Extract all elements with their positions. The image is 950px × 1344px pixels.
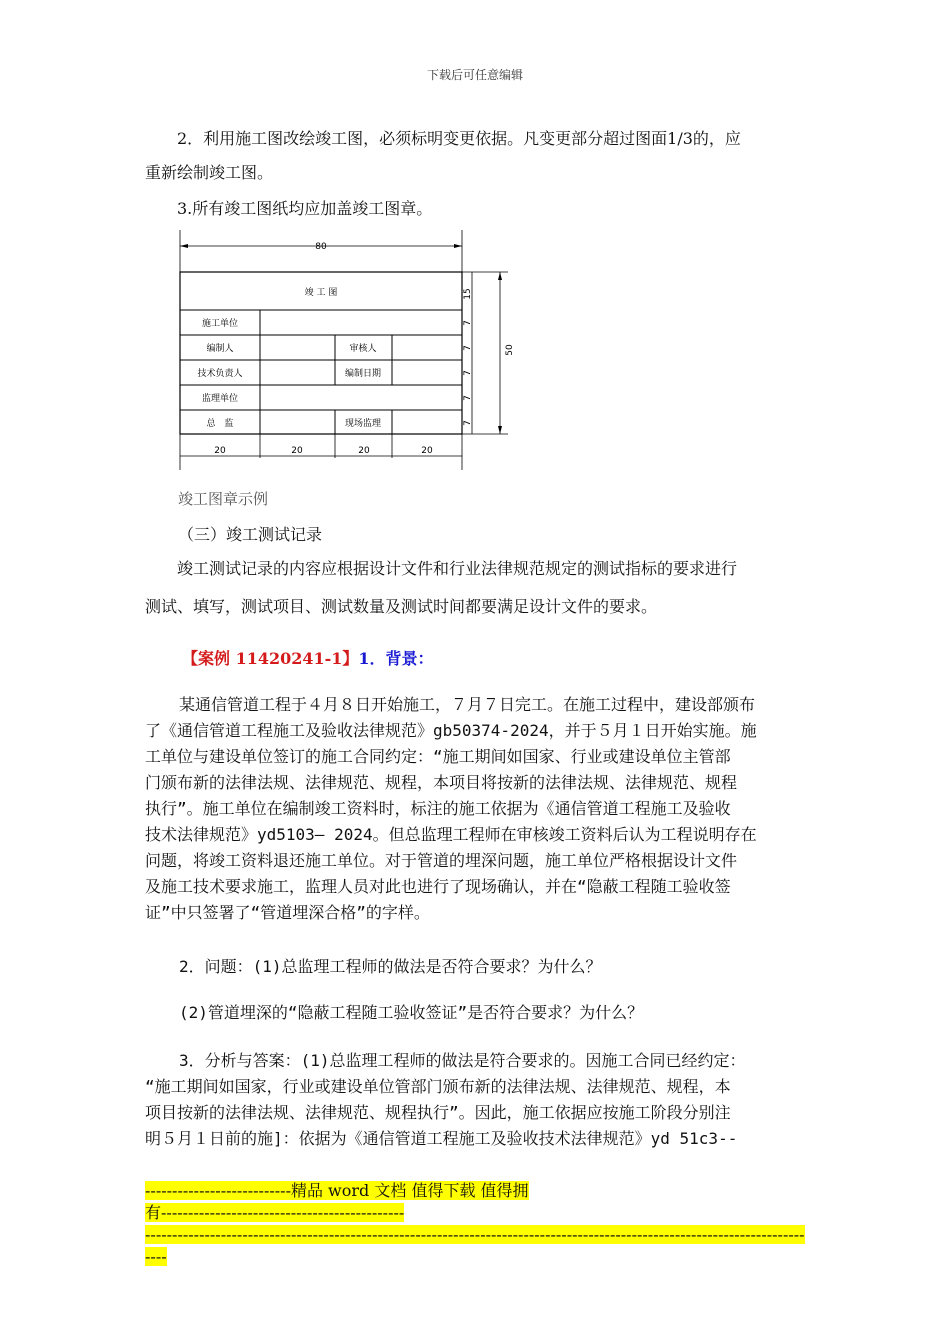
stamp-title: 竣 工 图 <box>304 288 338 298</box>
dim-row-4: 7 <box>463 395 473 401</box>
answer-line: “施工期间如国家，行业或建设单位管部门颁布新的法律法规、法律规范、规程，本 <box>145 1077 731 1096</box>
background-line: 某通信管道工程于４月８日开始施工，７月７日完工。在施工过程中，建设部颁布 <box>179 695 756 714</box>
footer-banner <box>145 1180 805 1268</box>
case-label: 【案例 11420241-1】 <box>182 649 359 668</box>
background-line: 了《通信管道工程施工及验收法律规范》gb50374-2024，并于５月１日开始实施。施 <box>145 721 757 740</box>
background-paragraph <box>145 692 805 926</box>
row-label-compiler: 编制人 <box>206 344 234 354</box>
answer-paragraph <box>145 1048 805 1152</box>
dim-bottom-4: 20 <box>421 446 433 456</box>
background-line: 门颁布新的法律法规、法律规范、规程，本项目将按新的法律法规、法律规范、规程 <box>145 773 738 792</box>
footer-line-1: ---------------------------精品 word 文档 值得下载 值得拥 <box>145 1181 529 1200</box>
row-label-site-supervisor: 现场监理 <box>344 419 382 429</box>
background-line: 证”中只签署了“管道埋深合格”的字样。 <box>145 903 430 922</box>
question-2: (2)管道埋深的“隐蔽工程随工验收签证”是否符合要求？为什么？ <box>179 1003 644 1022</box>
dim-top-label: 80 <box>315 242 327 252</box>
dim-row-3: 7 <box>463 370 473 376</box>
item-2-line-2: 重新绘制竣工图。 <box>145 163 274 182</box>
page-header: 下载后可任意编辑 <box>426 68 523 82</box>
item-3: 3.所有竣工图纸均应加盖竣工图章。 <box>177 199 433 218</box>
row-label-construction-unit: 施工单位 <box>201 319 239 329</box>
dim-bottom-2: 20 <box>291 446 303 456</box>
row-label-tech-lead: 技术负责人 <box>197 369 243 379</box>
background-line: 技术法律规范》yd5103— 2024。但总监理工程师在审核竣工资料后认为工程说明存在 <box>145 825 757 844</box>
section-para-line-1: 竣工测试记录的内容应根据设计文件和行业法律规范规定的测试指标的要求进行 <box>177 559 738 578</box>
section-heading: （三）竣工测试记录 <box>178 525 323 544</box>
section-para-line-2: 测试、填写，测试项目、测试数量及测试时间都要满足设计文件的要求。 <box>145 597 658 616</box>
diagram-caption: 竣工图章示例 <box>178 490 269 508</box>
footer-line-2: 有--------------------------------------------- <box>145 1203 405 1222</box>
item-2-line-1: 2．利用施工图改绘竣工图，必须标明变更依据。凡变更部分超过图面1/3的，应 <box>177 129 741 148</box>
completion-stamp-diagram <box>168 224 528 480</box>
question-1: 2．问题：(1)总监理工程师的做法是否符合要求？为什么？ <box>179 957 602 976</box>
background-line: 问题，将竣工资料退还施工单位。对于管道的埋深问题，施工单位严格根据设计文件 <box>145 851 738 870</box>
dim-total-height: 50 <box>505 344 515 356</box>
dim-row-5: 7 <box>463 420 473 426</box>
answer-line: 明５月１日前的施]：依据为《通信管道工程施工及验收技术法律规范》yd 51c3-- <box>145 1129 738 1148</box>
dim-row-2: 7 <box>463 345 473 351</box>
background-line: 工单位与建设单位签订的施工合同约定：“施工期间如国家、行业或建设单位主管部 <box>145 747 731 766</box>
dim-bottom-1: 20 <box>214 446 226 456</box>
case-subheading: 1．背景： <box>358 649 434 668</box>
row-label-supervision-unit: 监理单位 <box>201 394 239 404</box>
case-heading <box>182 646 434 669</box>
answer-line: 项目按新的法律法规、法律规范、规程执行”。因此，施工依据应按施工阶段分别注 <box>145 1103 731 1122</box>
row-label-compile-date: 编制日期 <box>344 369 382 379</box>
dim-row-1: 7 <box>463 320 473 326</box>
background-line: 及施工技术要求施工，监理人员对此也进行了现场确认，并在“隐蔽工程随工验收签 <box>145 877 731 896</box>
row-label-reviewer: 审核人 <box>349 344 377 354</box>
answer-line: 3．分析与答案：(1)总监理工程师的做法是符合要求的。因施工合同已经约定： <box>179 1051 746 1070</box>
background-line: 执行”。施工单位在编制竣工资料时，标注的施工依据为《通信管道工程施工及验收 <box>145 799 731 818</box>
dim-title-height: 15 <box>463 288 473 300</box>
row-label-chief-supervisor: 总 监 <box>206 419 234 429</box>
dim-bottom-3: 20 <box>358 446 370 456</box>
footer-line-3: ------------------------------------------------------------------------------------------------------------------------------ <box>145 1225 805 1266</box>
